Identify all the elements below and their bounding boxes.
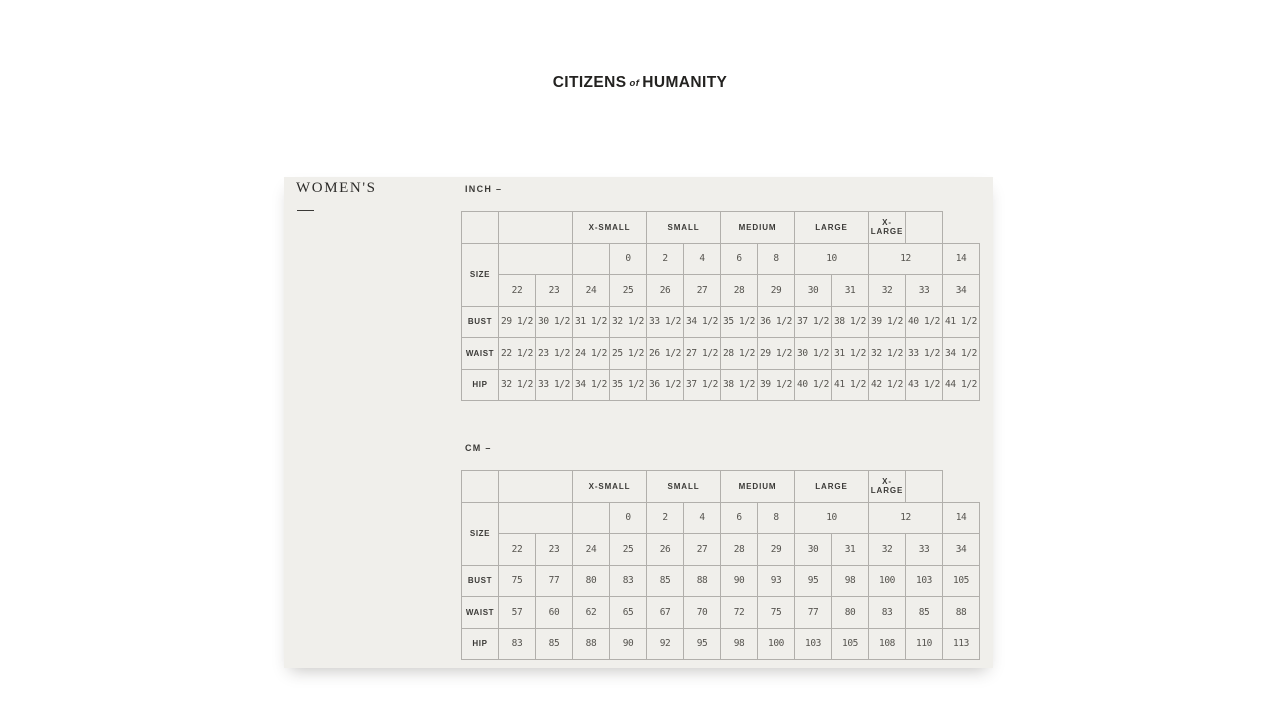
waist-size-cell: 25 [610, 534, 647, 566]
size-group-header: X-SMALL [573, 471, 647, 503]
measurement-value-cell: 42 1/2 [869, 369, 906, 401]
numeric-size-cell: 8 [758, 243, 795, 275]
measurement-value-cell: 27 1/2 [684, 338, 721, 370]
waist-size-cell: 29 [758, 275, 795, 307]
measurement-value-cell: 70 [684, 597, 721, 629]
measurement-value-cell: 110 [906, 628, 943, 660]
waist-size-cell: 32 [869, 275, 906, 307]
measurement-value-cell: 88 [573, 628, 610, 660]
waist-size-cell: 34 [943, 534, 980, 566]
measurement-value-cell: 83 [869, 597, 906, 629]
numeric-size-cell: 6 [721, 502, 758, 534]
waist-size-cell: 26 [647, 275, 684, 307]
brand-logo-of: of [629, 78, 640, 89]
measurement-value-cell: 41 1/2 [943, 306, 980, 338]
measurement-value-cell: 83 [499, 628, 536, 660]
numeric-size-cell: 6 [721, 243, 758, 275]
blank-cell [499, 471, 573, 503]
measurement-value-cell: 33 1/2 [906, 338, 943, 370]
measurement-value-cell: 75 [758, 597, 795, 629]
measurement-value-cell: 34 1/2 [684, 306, 721, 338]
measurement-value-cell: 98 [832, 565, 869, 597]
waist-size-cell: 29 [758, 534, 795, 566]
measurement-value-cell: 93 [758, 565, 795, 597]
unit-heading-cm: CM – [465, 443, 492, 453]
measurement-value-cell: 90 [721, 565, 758, 597]
measurement-row [462, 565, 980, 597]
measurement-value-cell: 36 1/2 [647, 369, 684, 401]
measurement-value-cell: 83 [610, 565, 647, 597]
size-table-cm [461, 470, 980, 660]
measurement-row-label: HIP [462, 628, 499, 660]
measurement-row-label: WAIST [462, 338, 499, 370]
measurement-value-cell: 38 1/2 [721, 369, 758, 401]
numeric-size-cell: 0 [610, 243, 647, 275]
measurement-value-cell: 90 [610, 628, 647, 660]
brand-logo [0, 74, 1280, 92]
measurement-value-cell: 29 1/2 [499, 306, 536, 338]
waist-size-cell: 24 [573, 275, 610, 307]
measurement-value-cell: 62 [573, 597, 610, 629]
numeric-size-cell: 12 [869, 243, 943, 275]
blank-cell [906, 471, 943, 503]
measurement-value-cell: 38 1/2 [832, 306, 869, 338]
waist-size-cell: 22 [499, 534, 536, 566]
measurement-value-cell: 30 1/2 [795, 338, 832, 370]
blank-cell [499, 502, 573, 534]
measurement-value-cell: 36 1/2 [758, 306, 795, 338]
measurement-value-cell: 85 [906, 597, 943, 629]
numeric-size-cell: 12 [869, 502, 943, 534]
brand-logo-humanity: HUMANITY [642, 74, 728, 91]
blank-cell [573, 243, 610, 275]
measurement-value-cell: 32 1/2 [499, 369, 536, 401]
measurement-value-cell: 105 [943, 565, 980, 597]
measurement-value-cell: 40 1/2 [795, 369, 832, 401]
measurement-value-cell: 105 [832, 628, 869, 660]
measurement-value-cell: 22 1/2 [499, 338, 536, 370]
measurement-value-cell: 35 1/2 [610, 369, 647, 401]
size-group-header: SMALL [647, 212, 721, 244]
measurement-value-cell: 77 [536, 565, 573, 597]
measurement-value-cell: 23 1/2 [536, 338, 573, 370]
waist-size-cell: 34 [943, 275, 980, 307]
size-row-label: SIZE [462, 502, 499, 565]
measurement-value-cell: 65 [610, 597, 647, 629]
numeric-size-cell: 14 [943, 243, 980, 275]
measurement-value-cell: 31 1/2 [573, 306, 610, 338]
measurement-row [462, 306, 980, 338]
waist-size-cell: 23 [536, 275, 573, 307]
unit-heading-inch: INCH – [465, 184, 503, 194]
waist-size-cell: 30 [795, 275, 832, 307]
measurement-value-cell: 41 1/2 [832, 369, 869, 401]
size-chart-cm [461, 443, 979, 660]
waist-size-cell: 27 [684, 275, 721, 307]
measurement-value-cell: 33 1/2 [536, 369, 573, 401]
measurement-value-cell: 98 [721, 628, 758, 660]
brand-logo-citizens: CITIZENS [552, 74, 627, 91]
numeric-size-cell: 4 [684, 243, 721, 275]
numeric-size-cell: 14 [943, 502, 980, 534]
active-category-underline [297, 210, 314, 211]
measurement-value-cell: 44 1/2 [943, 369, 980, 401]
measurement-value-cell: 30 1/2 [536, 306, 573, 338]
measurement-value-cell: 25 1/2 [610, 338, 647, 370]
measurement-value-cell: 35 1/2 [721, 306, 758, 338]
blank-cell [573, 502, 610, 534]
measurement-value-cell: 80 [832, 597, 869, 629]
numeric-size-cell: 0 [610, 502, 647, 534]
measurement-row [462, 338, 980, 370]
waist-size-cell: 27 [684, 534, 721, 566]
waist-size-cell: 28 [721, 534, 758, 566]
numeric-size-cell: 8 [758, 502, 795, 534]
blank-cell [499, 212, 573, 244]
waist-size-cell: 23 [536, 534, 573, 566]
waist-size-cell: 31 [832, 275, 869, 307]
blank-cell [906, 212, 943, 244]
measurement-value-cell: 40 1/2 [906, 306, 943, 338]
measurement-value-cell: 43 1/2 [906, 369, 943, 401]
measurement-value-cell: 80 [573, 565, 610, 597]
measurement-value-cell: 60 [536, 597, 573, 629]
size-guide-panel [284, 177, 993, 668]
measurement-value-cell: 24 1/2 [573, 338, 610, 370]
size-group-header: LARGE [795, 471, 869, 503]
waist-size-cell: 28 [721, 275, 758, 307]
size-group-header: MEDIUM [721, 212, 795, 244]
measurement-value-cell: 75 [499, 565, 536, 597]
size-group-header: LARGE [795, 212, 869, 244]
waist-size-cell: 22 [499, 275, 536, 307]
waist-size-cell: 30 [795, 534, 832, 566]
size-group-header: X-LARGE [869, 212, 906, 244]
measurement-row-label: WAIST [462, 597, 499, 629]
sidebar-item-womens[interactable]: WOMEN'S [296, 180, 377, 196]
measurement-value-cell: 85 [536, 628, 573, 660]
measurement-row-label: HIP [462, 369, 499, 401]
measurement-value-cell: 67 [647, 597, 684, 629]
corner-blank-cell [462, 212, 499, 244]
measurement-value-cell: 33 1/2 [647, 306, 684, 338]
numeric-size-cell: 10 [795, 502, 869, 534]
measurement-value-cell: 88 [684, 565, 721, 597]
size-group-header: X-LARGE [869, 471, 906, 503]
numeric-size-cell: 2 [647, 502, 684, 534]
measurement-value-cell: 32 1/2 [610, 306, 647, 338]
waist-size-cell: 33 [906, 275, 943, 307]
measurement-value-cell: 95 [684, 628, 721, 660]
numeric-size-cell: 2 [647, 243, 684, 275]
measurement-value-cell: 39 1/2 [869, 306, 906, 338]
waist-size-cell: 33 [906, 534, 943, 566]
measurement-value-cell: 92 [647, 628, 684, 660]
waist-size-cell: 31 [832, 534, 869, 566]
measurement-value-cell: 37 1/2 [684, 369, 721, 401]
measurement-value-cell: 32 1/2 [869, 338, 906, 370]
corner-blank-cell [462, 471, 499, 503]
measurement-value-cell: 100 [869, 565, 906, 597]
measurement-value-cell: 34 1/2 [573, 369, 610, 401]
measurement-value-cell: 85 [647, 565, 684, 597]
measurement-row-label: BUST [462, 306, 499, 338]
measurement-value-cell: 77 [795, 597, 832, 629]
measurement-value-cell: 113 [943, 628, 980, 660]
measurement-row [462, 597, 980, 629]
size-row-label: SIZE [462, 243, 499, 306]
waist-size-cell: 25 [610, 275, 647, 307]
size-table-inch [461, 211, 980, 401]
measurement-value-cell: 26 1/2 [647, 338, 684, 370]
measurement-value-cell: 103 [906, 565, 943, 597]
waist-size-cell: 26 [647, 534, 684, 566]
measurement-value-cell: 95 [795, 565, 832, 597]
measurement-value-cell: 31 1/2 [832, 338, 869, 370]
measurement-row-label: BUST [462, 565, 499, 597]
measurement-value-cell: 72 [721, 597, 758, 629]
size-group-header: MEDIUM [721, 471, 795, 503]
waist-size-cell: 32 [869, 534, 906, 566]
measurement-value-cell: 108 [869, 628, 906, 660]
measurement-value-cell: 37 1/2 [795, 306, 832, 338]
size-group-header: SMALL [647, 471, 721, 503]
measurement-row [462, 369, 980, 401]
size-chart-inch [461, 184, 979, 401]
measurement-value-cell: 34 1/2 [943, 338, 980, 370]
numeric-size-cell: 10 [795, 243, 869, 275]
size-group-header: X-SMALL [573, 212, 647, 244]
measurement-value-cell: 100 [758, 628, 795, 660]
measurement-value-cell: 29 1/2 [758, 338, 795, 370]
measurement-row [462, 628, 980, 660]
blank-cell [499, 243, 573, 275]
waist-size-cell: 24 [573, 534, 610, 566]
measurement-value-cell: 57 [499, 597, 536, 629]
measurement-value-cell: 28 1/2 [721, 338, 758, 370]
measurement-value-cell: 88 [943, 597, 980, 629]
measurement-value-cell: 103 [795, 628, 832, 660]
numeric-size-cell: 4 [684, 502, 721, 534]
measurement-value-cell: 39 1/2 [758, 369, 795, 401]
